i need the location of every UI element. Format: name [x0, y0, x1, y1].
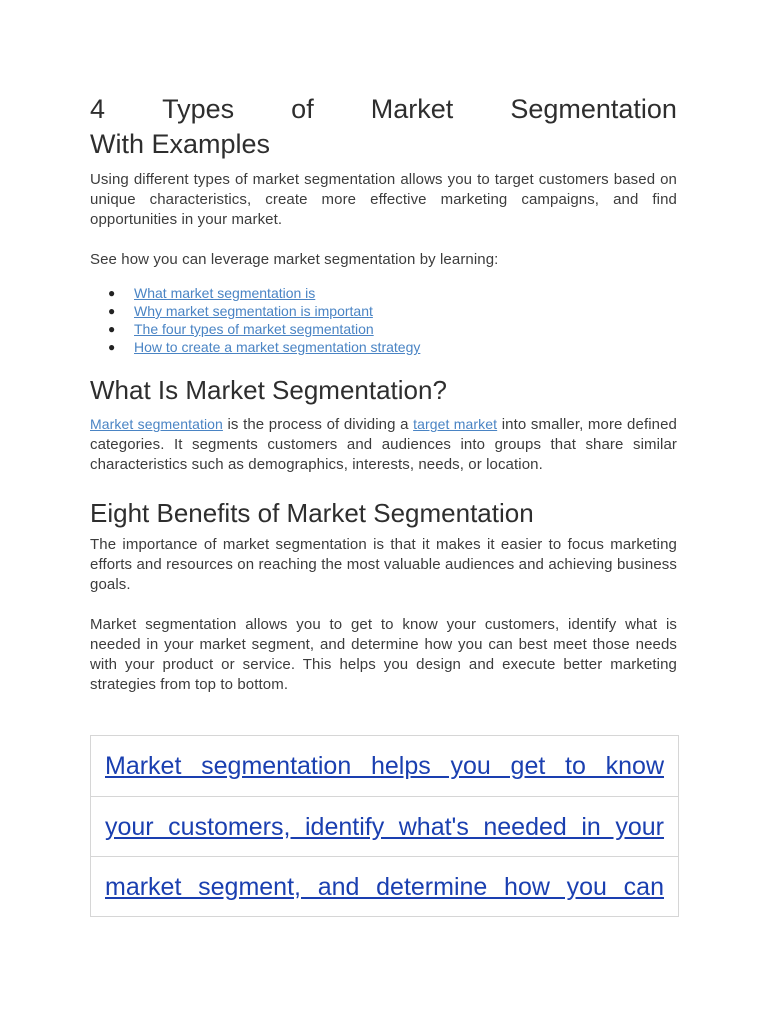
benefits-paragraph-1: The importance of market segmentation is that it makes it easier to focus marketing efforts and resources on reaching the most valuable audiences and achieving business goals.	[90, 536, 677, 593]
toc-link-strategy[interactable]: How to create a market segmentation strategy	[134, 339, 421, 355]
title-word: Market	[370, 94, 454, 124]
bullet-icon: ●	[108, 304, 116, 318]
section-heading-benefits: Eight Benefits of Market Segmentation	[90, 498, 534, 528]
quote-link-line-3[interactable]: market segment, and determine how you can	[105, 872, 664, 901]
article	[90, 92, 677, 695]
quote-row	[91, 856, 678, 916]
intro-paragraph: Using different types of market segmentation allows you to target customers based on unique characteristics, create more effective marketing campaigns, and find opportunities in your market.	[90, 171, 677, 228]
quote-box	[90, 735, 679, 917]
benefits-paragraph-2: Market segmentation allows you to get to know your customers, identify what is needed in your market segment, and determine how you can best meet those needs with your product or service. This helps you design and execute better marketing strategies from top to bottom.	[90, 616, 677, 693]
toc-item	[108, 284, 677, 302]
section-heading-what: What Is Market Segmentation?	[90, 375, 447, 405]
toc-link-types[interactable]: The four types of market segmentation	[134, 321, 374, 337]
bullet-icon: ●	[108, 340, 116, 354]
quote-row	[91, 796, 678, 856]
toc-link-what[interactable]: What market segmentation is	[134, 285, 316, 301]
title-word: of	[291, 94, 314, 124]
bullet-icon: ●	[108, 286, 116, 300]
definition-paragraph: Market segmentation is the process of dividing a target market into smaller, more defined categories. It segments customers and audiences into groups that share similar characteristics such as demographics, interests, needs, or location.	[90, 416, 677, 473]
title-word: Segmentation	[510, 94, 677, 124]
market-segmentation-link[interactable]: Market segmentation	[90, 416, 223, 432]
toc-list	[90, 284, 677, 356]
quote-link-line-1[interactable]: Market segmentation helps you get to know	[105, 752, 664, 780]
leverage-paragraph: See how you can leverage market segmentation by learning:	[90, 251, 499, 268]
bullet-icon: ●	[108, 322, 116, 336]
quote-link-line-2[interactable]: your customers, identify what's needed in your	[105, 812, 664, 841]
title-line-2: With Examples	[90, 129, 271, 159]
page-title	[90, 92, 677, 162]
target-market-link[interactable]: target market	[413, 416, 498, 432]
toc-item	[108, 320, 677, 338]
title-word: Types	[162, 94, 235, 124]
toc-link-why[interactable]: Why market segmentation is important	[134, 303, 373, 319]
quote-row	[91, 736, 678, 796]
toc-item	[108, 338, 677, 356]
toc-item	[108, 302, 677, 320]
title-word: 4	[90, 94, 106, 124]
title-line-1	[90, 92, 677, 127]
